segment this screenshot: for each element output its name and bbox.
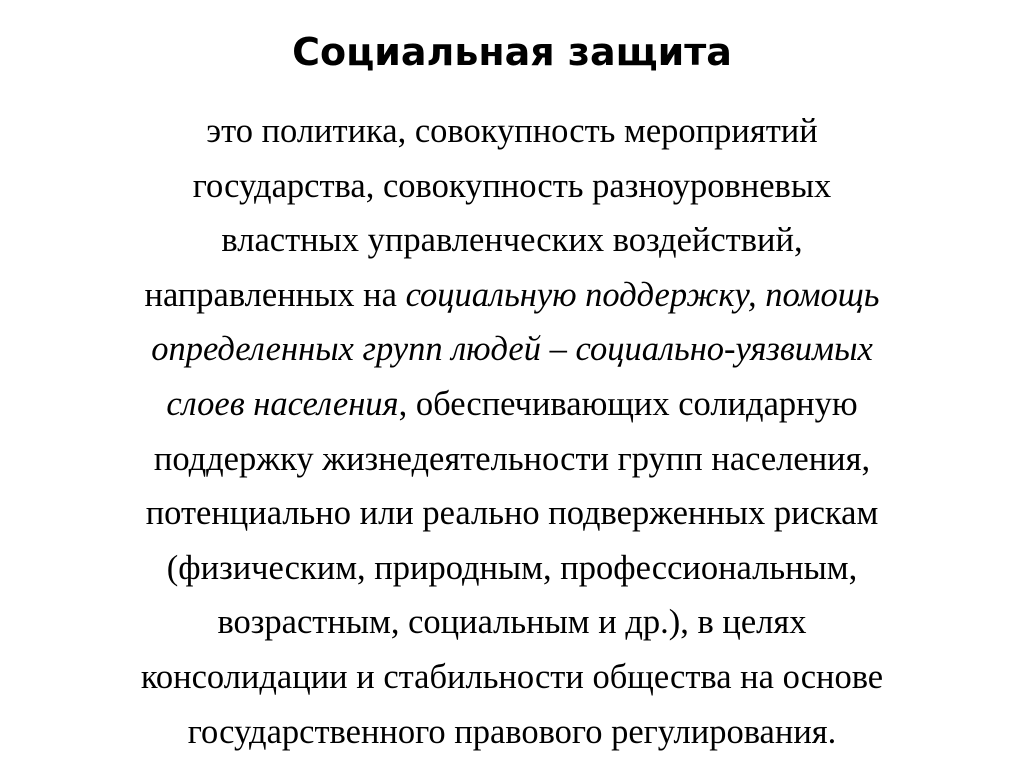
- body-line: [10, 595, 1014, 650]
- body-line: [10, 650, 1014, 705]
- body-line: [10, 104, 1014, 159]
- body-text: государства, совокупность разноуровневых: [192, 166, 832, 205]
- body-text-italic: определенных групп людей – социально-уязвимых: [151, 330, 873, 369]
- body-text: консолидации и стабильности общества на основе: [140, 657, 884, 696]
- body-line: [10, 213, 1014, 268]
- body-line: [10, 268, 1014, 323]
- body-text: потенциально или реально подверженных рискам: [145, 494, 879, 533]
- body-text: , обеспечивающих солидарную: [398, 384, 858, 423]
- body-text: поддержку жизнедеятельности групп населения,: [153, 439, 871, 478]
- body-text: государственного правового регулирования.: [187, 712, 837, 751]
- body-line: [10, 159, 1014, 214]
- body-text: направленных на: [144, 275, 406, 314]
- body-text: возрастным, социальным и др.), в целях: [217, 603, 807, 642]
- body-line: [10, 432, 1014, 487]
- body-text: это политика, совокупность мероприятий: [206, 112, 818, 150]
- body-line: [10, 486, 1014, 541]
- body-line: [10, 377, 1014, 432]
- body-text-italic: социальную поддержку, помощь: [405, 275, 880, 314]
- body-line: [10, 541, 1014, 596]
- slide-body: [10, 104, 1014, 759]
- body-text-italic: слоев населения: [166, 384, 399, 423]
- body-line: [10, 322, 1014, 377]
- body-text: (физическим, природным, профессиональным,: [166, 548, 858, 587]
- body-line: [10, 705, 1014, 760]
- slide-title: Социальная защита: [292, 30, 732, 74]
- body-text: властных управленческих воздействий,: [221, 221, 803, 260]
